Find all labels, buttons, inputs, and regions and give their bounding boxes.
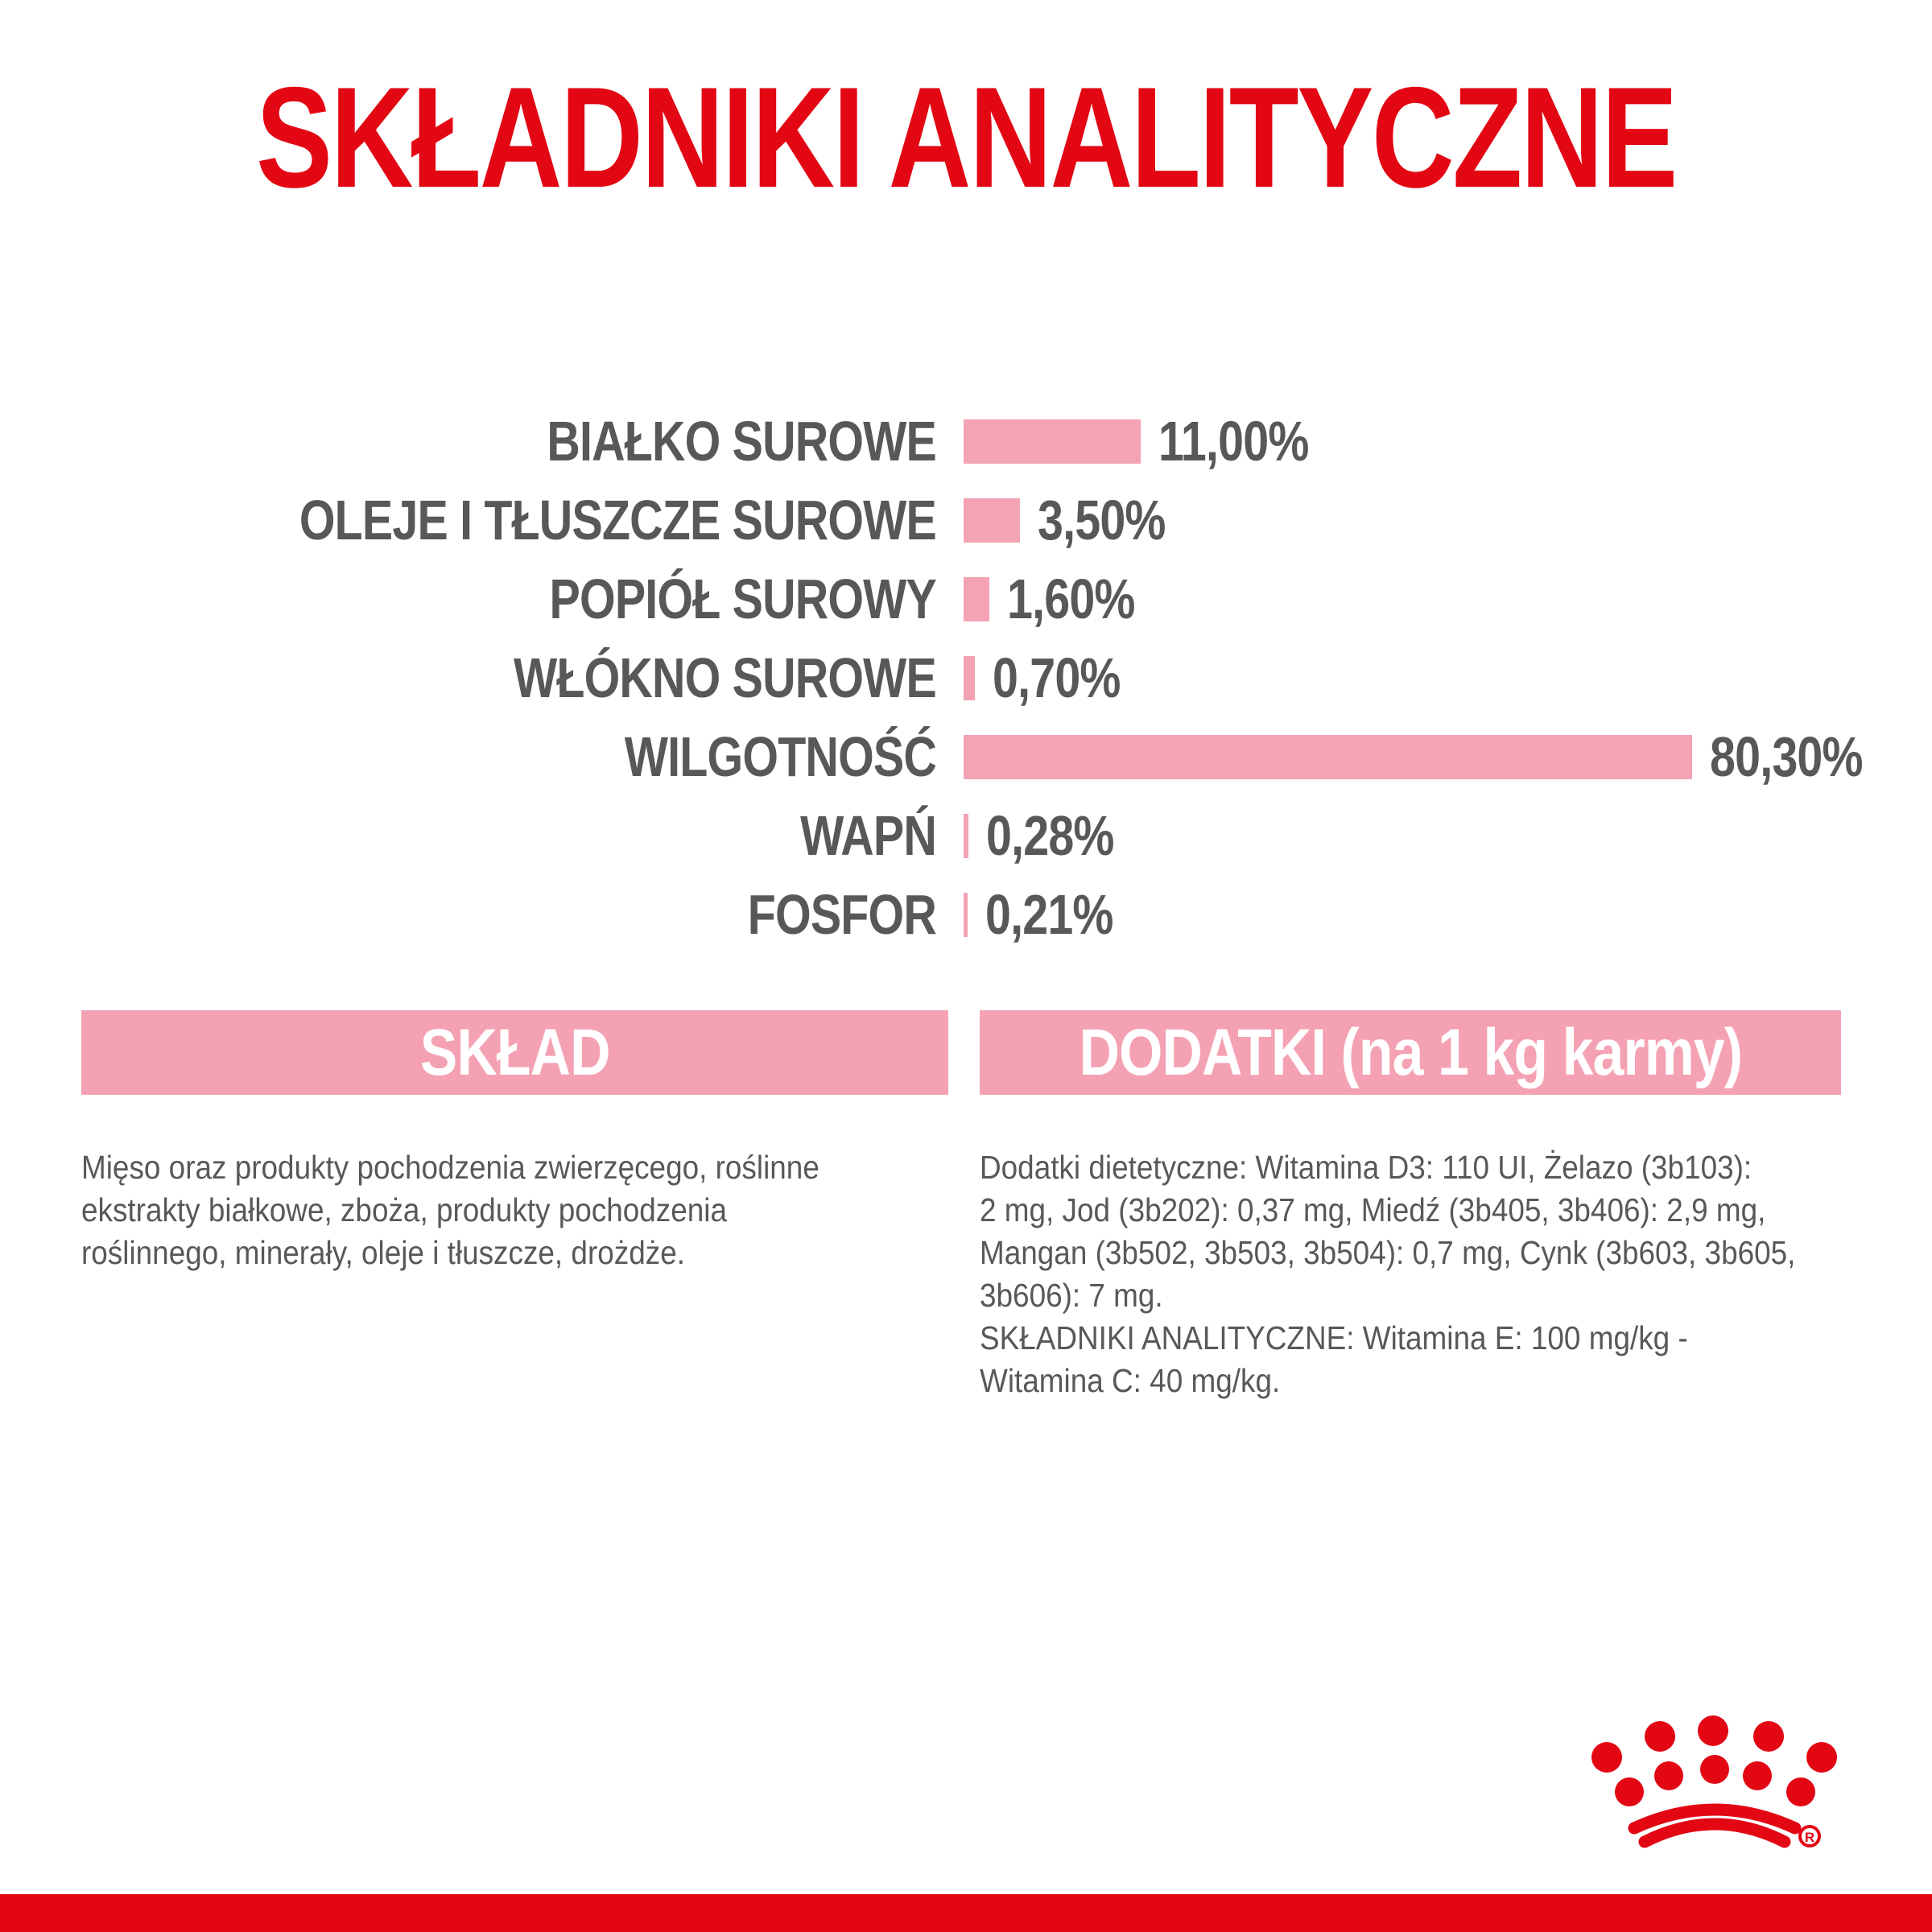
chart-row-label: OLEJE I TŁUSZCZE SUROWE (299, 489, 936, 551)
registered-mark-letter: R (1804, 1830, 1815, 1845)
page-title: SKŁADNIKI ANALITYCZNE (256, 57, 1676, 217)
composition-header-band (81, 1010, 948, 1095)
chart-row (0, 725, 1932, 788)
composition-line: Mięso oraz produkty pochodzenia zwierzęcego, roślinne (81, 1149, 819, 1186)
chart-row (0, 646, 1932, 709)
composition-header-title: SKŁAD (419, 1015, 610, 1089)
chart-row-value: 0,21% (985, 883, 1113, 946)
royal-canin-crown-icon (1590, 1713, 1839, 1854)
chart-row-label: BIAŁKO SUROWE (547, 410, 936, 473)
chart-row-value: 0,28% (986, 804, 1114, 867)
additives-line: Dodatki dietetyczne: Witamina D3: 110 UI, Żelazo (3b103): (980, 1149, 1752, 1186)
chart-row (0, 883, 1932, 946)
chart-row (0, 568, 1932, 630)
additives-body (980, 1146, 1796, 1402)
chart-row-value: 0,70% (993, 646, 1121, 709)
chart-row-label: POPIÓŁ SUROWY (549, 568, 936, 630)
chart-bar (964, 893, 968, 937)
chart-row-label: WAPŃ (800, 804, 936, 867)
composition-section (81, 1010, 948, 1274)
chart-row (0, 410, 1932, 473)
composition-line: ekstrakty białkowe, zboża, produkty pochodzenia (81, 1191, 727, 1228)
additives-line: 2 mg, Jod (3b202): 0,37 mg, Miedź (3b405, 3b406): 2,9 mg, (980, 1191, 1766, 1228)
chart-bar (964, 419, 1141, 464)
additives-line: 3b606): 7 mg. (980, 1277, 1163, 1314)
additives-line: Mangan (3b502, 3b503, 3b504): 0,7 mg, Cynk (3b603, 3b605, (980, 1234, 1796, 1271)
chart-bar (964, 656, 975, 700)
chart-bar (964, 735, 1692, 779)
chart-row-value: 11,00% (1158, 410, 1309, 473)
chart-bar (964, 814, 968, 858)
chart-row-value: 80,30% (1710, 725, 1863, 788)
additives-line: Witamina C: 40 mg/kg. (980, 1362, 1281, 1399)
additives-section (980, 1010, 1841, 1402)
additives-header-band (980, 1010, 1841, 1095)
chart-row-label: WŁÓKNO SUROWE (513, 646, 936, 709)
chart-bar (964, 498, 1020, 543)
chart-row-value: 1,60% (1007, 568, 1135, 630)
chart-row-value: 3,50% (1038, 489, 1166, 551)
analytical-constituents-chart (0, 410, 1932, 972)
chart-bar (964, 577, 989, 621)
composition-body (81, 1146, 861, 1274)
chart-row (0, 489, 1932, 551)
additives-header-title: DODATKI (na 1 kg karmy) (1079, 1015, 1742, 1089)
composition-line: roślinnego, minerały, oleje i tłuszcze, drożdże. (81, 1234, 685, 1271)
chart-row (0, 804, 1932, 867)
footer-red-strip (0, 1894, 1932, 1932)
chart-row-label: WILGOTNOŚĆ (624, 725, 936, 788)
chart-row-label: FOSFOR (747, 883, 936, 946)
additives-line: SKŁADNIKI ANALITYCZNE: Witamina E: 100 mg/kg - (980, 1319, 1688, 1356)
